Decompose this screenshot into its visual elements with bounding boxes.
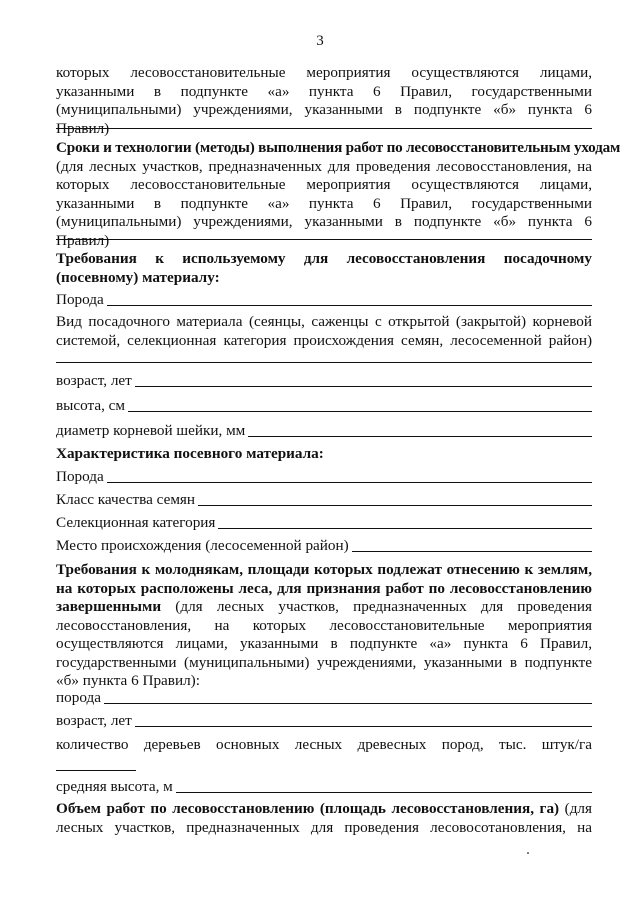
fill-line[interactable] <box>104 703 592 704</box>
intro-paragraph <box>56 64 592 138</box>
young-line-7: «б» пункта 6 Правил): <box>56 672 200 689</box>
fill-line[interactable] <box>56 770 136 771</box>
planting-title <box>56 250 592 287</box>
planting-vid-line-1: Вид посадочного материала (сеянцы, саженцы с открытой (закрытой) корневой <box>56 313 592 330</box>
sroki-line-1: (для лесных участков, предназначенных для проведения лесовосстановления, на <box>56 157 592 175</box>
fill-line <box>56 362 592 363</box>
young-line-4: лесовосстановления, на которых лесовосстановительные мероприятия <box>56 616 592 634</box>
young-mean-height-field[interactable] <box>56 777 592 796</box>
young-age-field[interactable] <box>56 711 592 730</box>
fill-line[interactable] <box>198 505 592 506</box>
seed-title: Характеристика посевного материала: <box>56 445 324 462</box>
field-label: порода <box>56 689 101 706</box>
field-label: Порода <box>56 291 104 308</box>
fill-line <box>56 239 592 240</box>
seed-poroda-field[interactable] <box>56 467 592 486</box>
fill-line[interactable] <box>107 482 592 483</box>
field-label: Селекционная категория <box>56 514 216 531</box>
field-label: Место происхождения (лесосеменной район) <box>56 537 349 554</box>
young-line-2: на которых расположены леса, для признания работ по лесовосстановлению <box>56 579 592 597</box>
fill-line[interactable] <box>176 792 592 793</box>
young-count-label: количество деревьев основных лесных древесных пород, тыс. штук/га <box>56 736 592 753</box>
volume-paragraph <box>56 800 592 837</box>
sroki-section <box>56 139 621 250</box>
sroki-title: Сроки и технологии (методы) выполнения работ по лесовосстановительным уходам <box>56 139 621 156</box>
field-label: Порода <box>56 468 104 485</box>
young-poroda-field[interactable] <box>56 688 592 707</box>
seed-origin-field[interactable] <box>56 536 592 555</box>
young-line-3-bold: завершенными <box>56 598 162 615</box>
field-label: средняя высота, м <box>56 778 173 795</box>
young-line-6: государственными (муниципальными) учреждениями, указанными в подпункте <box>56 653 592 671</box>
sroki-line-2: которых лесовосстановительные мероприятия осуществляются лицами, <box>56 176 592 193</box>
seed-quality-field[interactable] <box>56 490 592 509</box>
fill-line[interactable] <box>135 726 592 727</box>
planting-age-field[interactable] <box>56 371 592 390</box>
fill-line[interactable] <box>107 305 592 306</box>
field-label: возраст, лет <box>56 372 132 389</box>
fill-line[interactable] <box>135 386 592 387</box>
intro-line-2: указанными в подпункте «а» пункта 6 Правил, государственными <box>56 82 592 100</box>
planting-diameter-field[interactable] <box>56 421 592 440</box>
fill-line[interactable] <box>128 411 592 412</box>
young-line-3-rest: (для лесных участков, предназначенных для проведения <box>161 598 592 615</box>
scan-speck <box>527 852 529 854</box>
sroki-line-3: указанными в подпункте «а» пункта 6 Правил, государственными <box>56 194 592 212</box>
volume-line-2: лесных участков, предназначенных для проведения лесовосотановления, на <box>56 818 592 836</box>
field-label: высота, см <box>56 397 126 414</box>
planting-title-line-1: Требования к используемому для лесовосстановления посадочному <box>56 250 592 267</box>
intro-line-1: которых лесовосстановительные мероприятия осуществляются лицами, <box>56 64 592 81</box>
fill-line[interactable] <box>218 528 592 529</box>
seed-selection-field[interactable] <box>56 513 592 532</box>
young-line-1: Требования к молоднякам, площади которых подлежат отнесению к землям, <box>56 561 592 578</box>
volume-title: Объем работ по лесовосстановлению (площадь лесовосстановления, га) <box>56 800 560 817</box>
field-label: Класс качества семян <box>56 491 196 508</box>
volume-title-rest: (для <box>559 800 592 817</box>
field-label: возраст, лет <box>56 712 132 729</box>
planting-vid-line-2: системой, селекционная категория происхождения семян, лесосеменной район) <box>56 331 592 349</box>
fill-line[interactable] <box>352 551 592 552</box>
young-line-5: осуществляются лицами, указанными в подпункте «а» пункта 6 Правил, <box>56 635 592 652</box>
planting-height-field[interactable] <box>56 396 592 415</box>
fill-line <box>56 128 592 129</box>
young-paragraph <box>56 561 592 691</box>
planting-vid-paragraph <box>56 313 592 350</box>
fill-line[interactable] <box>248 436 592 437</box>
field-label: диаметр корневой шейки, мм <box>56 422 246 439</box>
page-number: 3 <box>316 33 324 49</box>
intro-line-3: (муниципальными) учреждениями, указанными в подпункте «б» пункта 6 Правил) <box>56 101 592 137</box>
planting-title-line-2: (посевному) материалу: <box>56 268 220 286</box>
sroki-line-4: (муниципальными) учреждениями, указанными в подпункте «б» пункта 6 Правил) <box>56 213 592 249</box>
planting-poroda-field[interactable] <box>56 290 592 309</box>
